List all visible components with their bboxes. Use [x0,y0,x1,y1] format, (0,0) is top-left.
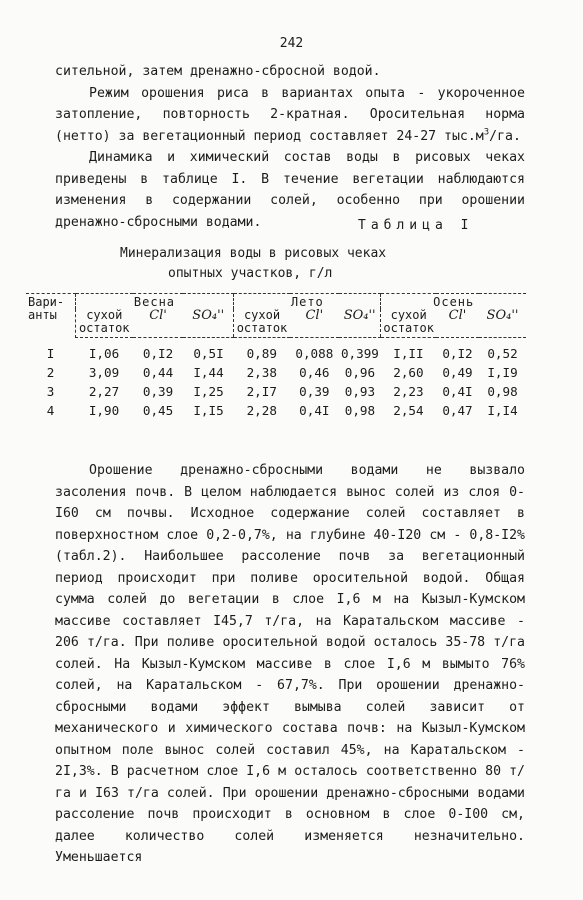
table-caption-line-1: Минерализация воды в рисовых чеках [120,246,387,261]
value-cell: 0,39 [299,384,330,399]
table-row [26,363,526,382]
value-cell: 0,4I [299,403,330,418]
value-cell: 0,I2 [142,346,174,361]
value-cell: 0,89 [246,346,277,361]
table-row [26,401,526,420]
value-cell: I,44 [193,365,224,380]
dynamics-paragraph: Динамика и химический состав воды в рисовых чеках приведены в таблице I. В течение вегетации наблюдаются изменения в содержании солей, особенно при орошении дренажно-сбросными водами. [55,150,525,230]
value-cell: 2,28 [246,403,277,418]
table-row [26,382,526,401]
value-cell: I,06 [88,346,120,361]
value-cell: I,I4 [487,403,518,418]
value-cell: 2,38 [246,365,277,380]
salinity-table [26,293,526,420]
value-cell: 3,09 [88,365,120,380]
intro-text [55,61,525,233]
sulfate-header: SO₄'' [479,309,526,338]
variant-header: Вари-анты [26,294,75,338]
value-cell: 2,23 [393,384,424,399]
value-cell: 2,60 [393,365,424,380]
season-summer: Лето [234,294,381,310]
value-cell: I,I9 [487,365,518,380]
variant-cell: I [46,345,55,361]
value-cell: 0,39 [142,384,174,399]
variant-cell: 2 [46,365,55,380]
value-cell: I,I5 [193,403,224,418]
table-caption-line-2: опытных участков, г/л [168,266,333,281]
irrigation-paragraph: Режим орошения риса в вариантах опыта - укороченное затопление, повторность 2-кратная. Оросительная норма (нетто) за вегетационный период составляет 24-27 $тыс.м^3/га$. [55,85,525,144]
value-cell: 0,98 [487,384,518,399]
variant-cell: 4 [46,403,55,418]
sulfate-header: SO₄'' [183,309,234,338]
dry-residue-header: сухой остаток [75,309,133,338]
value-cell: 0,I2 [442,346,473,361]
table-row [26,338,526,364]
value-cell: 2,27 [88,384,120,399]
value-cell: 2,54 [393,403,424,418]
table-caption [120,244,450,284]
value-cell: 0,4I [442,384,473,399]
page-number: 242 [279,36,304,51]
intro-line: сительной, затем дренажно-сбросной водой. [55,64,381,79]
value-cell: 0,93 [344,384,376,399]
value-cell: 0,96 [344,365,376,380]
value-cell: I,25 [193,384,224,399]
value-cell: 0,5I [193,346,224,361]
season-spring: Весна [75,294,234,310]
chloride-header: Cl' [290,309,339,338]
dry-residue-header: сухой остаток [234,309,290,338]
value-cell: I,II [393,346,424,361]
value-cell: 0,98 [344,403,376,418]
variant-cell: 3 [46,384,55,399]
value-cell: 2,I7 [246,384,277,399]
value-cell: 0,088 [295,346,334,361]
value-cell: 0,45 [142,403,174,418]
value-cell: I,90 [88,403,120,418]
body-text [55,460,525,869]
table-label: Таблица I [358,218,474,233]
value-cell: 0,47 [442,403,473,418]
value-cell: 0,44 [142,365,174,380]
desalination-paragraph: Орошение дренажно-сбросными водами не вызвало засоления почв. В целом наблюдается вынос солей из слоя 0-I60 см почвы. Исходное содержание солей составляет в поверхностном слое 0,2-0,7%, на глубине 40-I20 см - 0,8-I2% (табл.2). Наибольшее рассоление почв за вегетационный период происходит при поливе оросительной водой. Общая сумма солей до вегетации в слое I,6 м на Кызыл-Кумском массиве составляет I45,7 т/га, на Каратальском массиве - 206 т/га. При поливе оросительной водой осталось 35-78 т/га солей. На Кызыл-Кумском массиве в слое I,6 м вымыто 76% солей, на Каратальском - 67,7%. При орошении дренажно-сбросными водами эффект вымыва солей зависит от механического и химического состава почв: на Кызыл-Кумском опытном поле вынос солей составил 45%, на Каратальском - 2I,3%. В расчетном слое I,6 м осталось соответственно 80 т/га и I63 т/га солей. При орошении дренажно-сбросными водами рассоление почв происходит в основном в слое 0-I00 см, далее количество солей изменяется незначительно. Уменьшается [55,463,525,865]
value-cell: 0,399 [340,346,379,361]
value-cell: 0,49 [442,365,473,380]
value-cell: 0,52 [487,346,518,361]
chloride-header: Cl' [133,309,183,338]
season-autumn: Осень [381,294,526,310]
dry-residue-header: сухой остаток [381,309,436,338]
sulfate-header: SO₄'' [339,309,381,338]
value-cell: 0,46 [299,365,330,380]
chloride-header: Cl' [436,309,479,338]
